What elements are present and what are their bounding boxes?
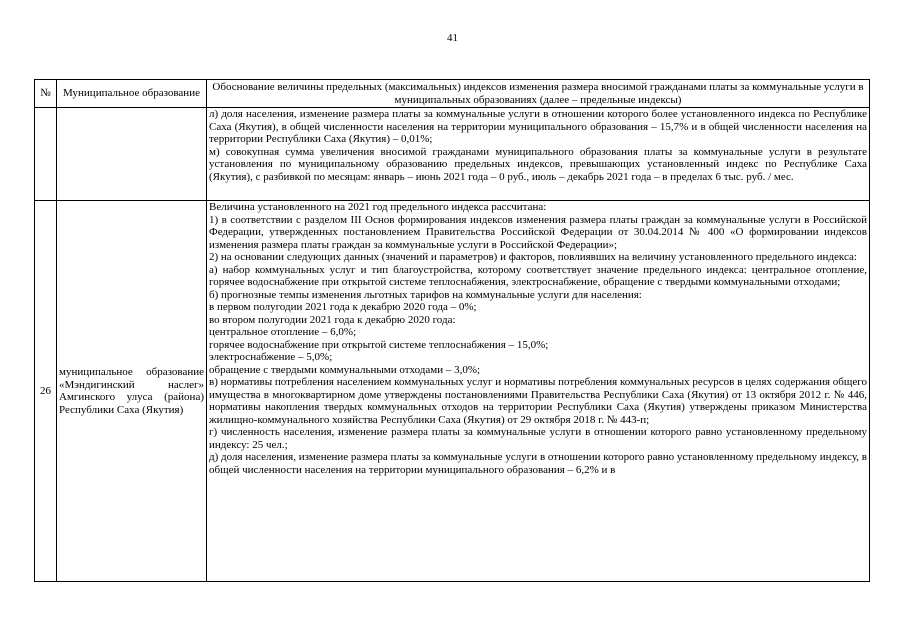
page-number: 41: [447, 32, 458, 44]
table-header-row: [35, 80, 870, 108]
paragraph-1: 1) в соответствии с разделом III Основ формирования индексов изменения размера платы граждан за коммунальные услуги в Российской Федерации, утвержденных постановлением Правительства Российской Федерации от 30.04.2014 № 400 «О формировании индексов изменения размера платы граждан за коммунальные услуги в Российской Федерации»;: [209, 213, 867, 251]
paragraph-l: л) доля населения, изменение размера платы за коммунальные услуги в отношении которого более установленного индекса по Республике Саха (Якутия), в общей численности населения на территории муниципального образования – 15,7% и в общей численности населения на территории Республики Саха (Якутия) – 0,01%;: [209, 108, 867, 145]
paragraph-b: б) прогнозные темпы изменения льготных тарифов на коммунальные услуги для населения:: [209, 288, 642, 301]
paragraph-electricity: электроснабжение – 5,0%;: [209, 351, 333, 363]
paragraph-a: а) набор коммунальных услуг и тип благоустройства, которому соответствует значение предельного индекса: центральное отопление, горячее водоснабжение при открытой системе теплоснабжения, электроснабжение, обращение с твердыми коммунальными отходами;: [209, 263, 867, 288]
cell-municipality: муниципальное образование «Мэндигинский наслег» Амгинского улуса (района) Республики Саха (Якутия): [57, 201, 207, 582]
header-justification: Обоснование величины предельных (максимальных) индексов изменения размера вносимой гражданами платы за коммунальные услуги в муниципальных образованиях (далее – предельные индексы): [207, 80, 870, 108]
paragraph-2: 2) на основании следующих данных (значений и параметров) и факторов, повлиявших на величину установленного предельного индекса:: [209, 251, 857, 263]
paragraph-b-second-half: во втором полугодии 2021 года к декабрю 2020 года:: [209, 313, 456, 326]
paragraph-g: г) численность населения, изменение размера платы за коммунальные услуги в отношении которого равно установленному предельному индексу: 25 чел.;: [209, 426, 867, 451]
paragraph-heating: центральное отопление – 6,0%;: [209, 326, 357, 338]
paragraph-v: в) нормативы потребления населением коммунальных услуг и нормативы потребления коммунальных ресурсов в целях содержания общего имущества в многоквартирном доме утверждены постановлениями Правительства Республики Саха (Якутия) от 13 октября 2012 г. № 446, нормативы накопления твердых коммунальных отходов на территории Республики Саха (Якутия) утверждены приказом Министерства жилищно-коммунального хозяйства Республики Саха (Якутия) от 29 октября 2018 г. № 443-п;: [209, 376, 867, 426]
paragraph-m: м) совокупная сумма увеличения вносимой гражданами муниципального образования платы за коммунальные услуги в результате установления по муниципальному образованию предельных индексов, превышающих установленный индекс по Республике Саха (Якутия), с разбивкой по месяцам: январь – июнь 2021 года – 0 руб., июль – декабрь 2021 года – в пределах 6 тыс. руб. / мес.: [209, 145, 867, 183]
paragraph-d: д) доля населения, изменение размера платы за коммунальные услуги в отношении которого равно установленному предельному индексу, в общей численности населения на территории муниципального образования – 6,2% и в: [209, 451, 867, 476]
table-row-continued: [35, 108, 870, 201]
paragraph-b-first-half: в первом полугодии 2021 года к декабрю 2020 года – 0%;: [209, 301, 477, 313]
cell-number: 26: [35, 201, 57, 582]
header-number: №: [35, 80, 57, 108]
cell-number-empty: [35, 108, 57, 201]
indices-table: [34, 79, 870, 582]
table-row-26: [35, 201, 870, 582]
header-municipality: Муниципальное образование: [57, 80, 207, 108]
cell-municipality-empty: [57, 108, 207, 201]
paragraph-hot-water: горячее водоснабжение при открытой системе теплоснабжения – 15,0%;: [209, 338, 549, 351]
paragraph-intro: Величина установленного на 2021 год предельного индекса рассчитана:: [209, 201, 547, 213]
paragraph-waste: обращение с твердыми коммунальными отходами – 3,0%;: [209, 363, 481, 376]
cell-justification: [207, 201, 870, 582]
cell-justification-continued: [207, 108, 870, 201]
